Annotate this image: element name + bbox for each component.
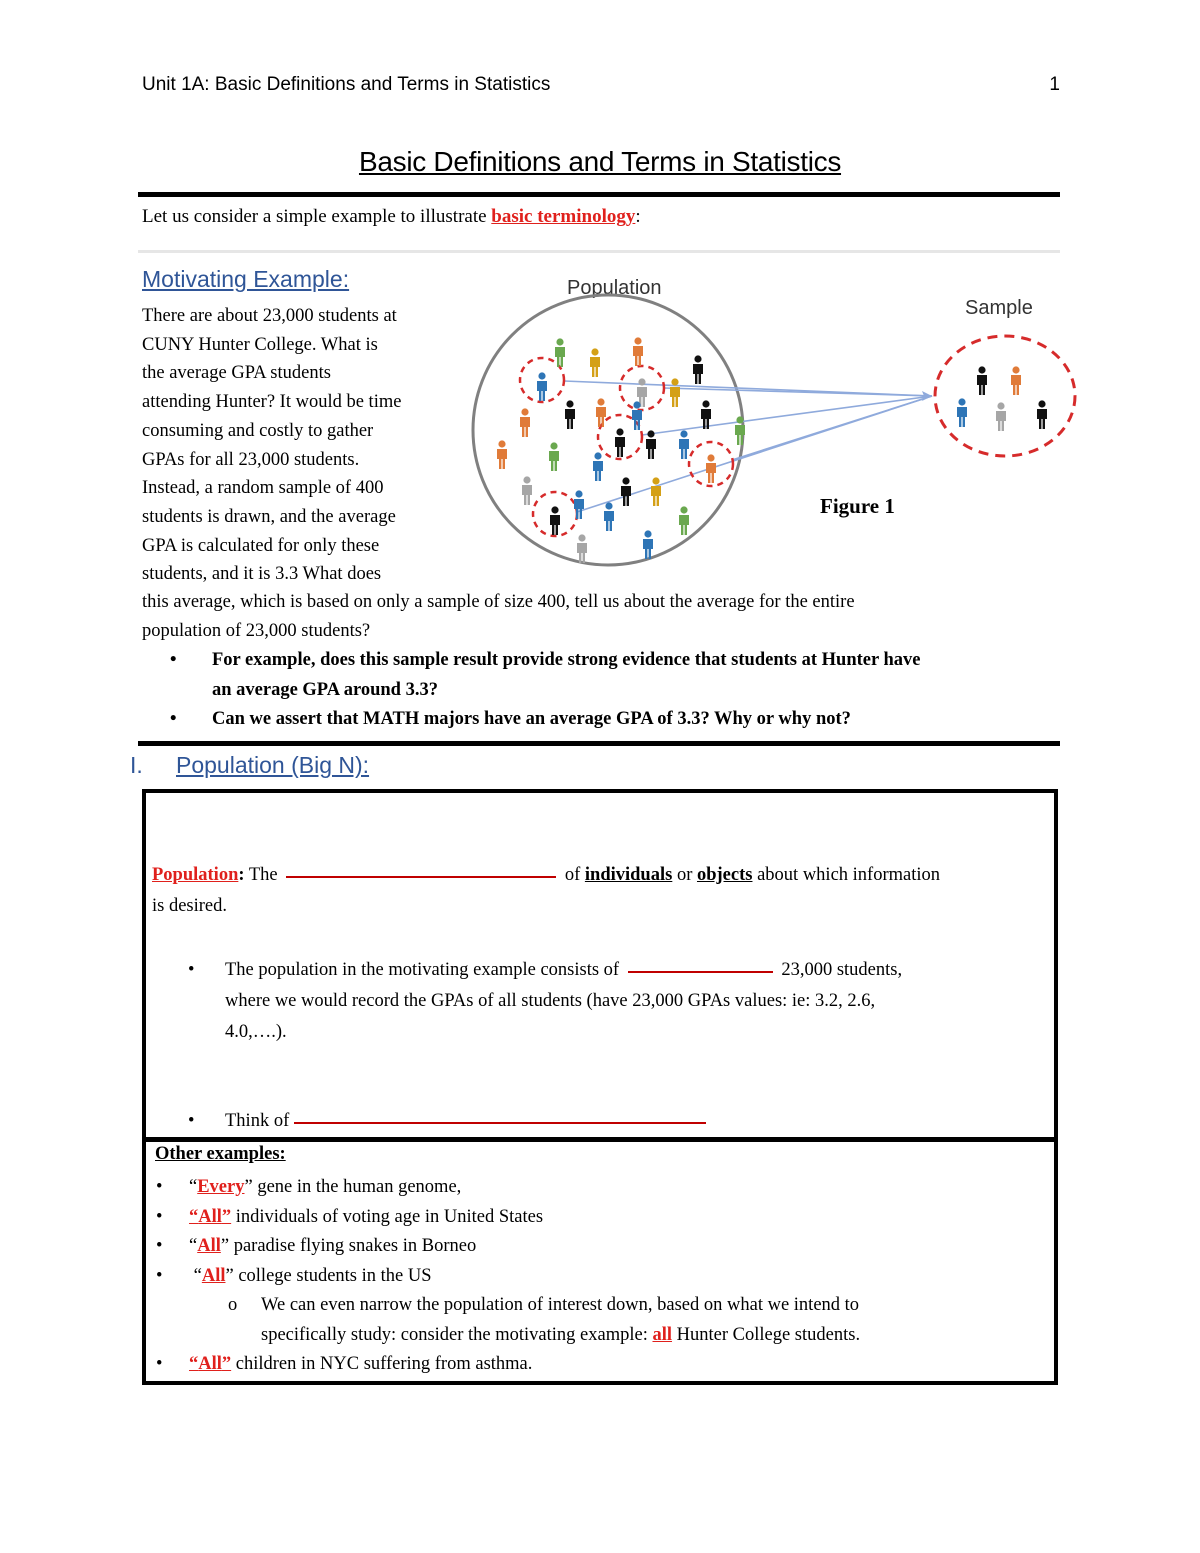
example-text: individuals of voting age in United States (231, 1206, 544, 1227)
motivating-paragraph (142, 302, 452, 589)
population-label: Population (567, 277, 662, 299)
section-heading (130, 752, 369, 779)
subitem-text: specifically study: consider the motivating example: (261, 1324, 653, 1345)
person-icon (593, 452, 603, 481)
person-icon (957, 398, 967, 427)
definition-text: of (560, 865, 585, 885)
motivating-heading: Motivating Example: (142, 266, 350, 292)
blank-line[interactable] (628, 970, 773, 973)
continuation-line: population of 23,000 students? (142, 620, 371, 641)
blank-line[interactable] (294, 1121, 706, 1124)
example-key: All (201, 1265, 226, 1286)
example-item (156, 1262, 1036, 1292)
definition-keyword: objects (696, 865, 753, 885)
quote: ” (220, 1236, 230, 1256)
person-icon (549, 442, 559, 471)
quote: “ (189, 1265, 202, 1286)
example-text: paradise flying snakes in Borneo (229, 1236, 477, 1256)
quote: ” (244, 1177, 253, 1197)
bullet-item (188, 955, 1028, 1048)
person-icon (701, 400, 711, 429)
motivating-line: the average GPA students (142, 363, 331, 384)
example-key: Every (197, 1177, 245, 1197)
subitem-text: Hunter College students. (672, 1324, 861, 1345)
motivating-line: Instead, a random sample of 400 (142, 478, 384, 499)
bullet-item (188, 1106, 1028, 1137)
question-text: For example, does this sample result provide strong evidence that students at Hunter have (212, 650, 921, 670)
person-icon (621, 477, 631, 506)
person-icon (565, 400, 575, 429)
question-text: an average GPA around 3.3? (212, 679, 438, 700)
example-key: all (652, 1324, 673, 1345)
definition-keyword: individuals (584, 865, 673, 885)
question-list (170, 646, 1060, 735)
figure-caption: Figure 1 (820, 494, 895, 518)
sample-circle (935, 336, 1075, 456)
quote: ” (221, 1354, 232, 1374)
running-title: Unit 1A: Basic Definitions and Terms in Statistics (142, 74, 551, 95)
running-header (142, 74, 1060, 96)
person-icon (1011, 366, 1021, 395)
intro-highlight: basic terminology (491, 206, 636, 227)
quote: ” (225, 1265, 234, 1286)
bullet-text: 4.0,….). (225, 1022, 287, 1042)
person-icon (596, 398, 606, 427)
definition-bullets (188, 955, 1028, 1048)
motivating-line: attending Hunter? It would be time (142, 392, 402, 413)
sampling-arrow (642, 396, 932, 435)
question-text: Can we assert that MATH majors have an average GPA of 3.3? Why or why not? (212, 709, 851, 729)
question-item (170, 646, 1060, 705)
person-icon (996, 402, 1006, 431)
page-number: 1 (1049, 74, 1060, 95)
definition-text: about which information (752, 865, 940, 885)
sample-label: Sample (965, 297, 1033, 319)
quote: “ (189, 1177, 198, 1197)
example-item (156, 1350, 1036, 1380)
motivating-line: students, and it is 3.3 What does (142, 564, 382, 585)
example-subitem (156, 1291, 1036, 1350)
person-icon (646, 430, 656, 459)
examples-list (156, 1173, 1036, 1380)
bullet-text: 23,000 students, (776, 960, 903, 980)
other-examples-title: Other examples: (155, 1144, 286, 1164)
person-icon (555, 338, 565, 367)
person-icon (651, 477, 661, 506)
sampling-arrow (664, 388, 932, 396)
person-icon (604, 502, 614, 531)
definition-text: The (244, 865, 283, 885)
population-definition (152, 860, 1042, 922)
definition-text: is desired. (152, 896, 228, 916)
intro-suffix: : (635, 206, 641, 227)
quote: ” (221, 1206, 232, 1227)
bullet-text: where we would record the GPAs of all students (have 23,000 GPAs values: ie: 3.2, 2.6, (225, 991, 876, 1011)
motivating-line: GPA is calculated for only these (142, 535, 380, 556)
bullet-text: Think of (225, 1111, 294, 1131)
section-title: Population (Big N): (176, 752, 370, 778)
section-number: I. (130, 752, 143, 778)
quote: “ (189, 1236, 198, 1256)
think-of-bullet (188, 1106, 1028, 1137)
definition-text: or (672, 865, 697, 885)
example-text: children in NYC suffering from asthma. (231, 1354, 533, 1374)
person-icon (693, 355, 703, 384)
intro-prefix: Let us consider a simple example to illustrate (142, 206, 492, 227)
example-key: All (198, 1206, 222, 1227)
bullet-text: The population in the motivating example consists of (225, 960, 624, 980)
motivating-line: consuming and costly to gather (142, 420, 374, 441)
person-icon (643, 530, 653, 559)
quote: “ (189, 1206, 199, 1227)
motivating-line: students is drawn, and the average (142, 506, 396, 527)
people-group (497, 337, 1047, 563)
subitem-text: We can even narrow the population of interest down, based on what we intend to (261, 1295, 860, 1315)
example-text: gene in the human genome, (252, 1177, 462, 1197)
person-icon (590, 348, 600, 377)
blank-line[interactable] (286, 875, 556, 878)
person-icon (550, 506, 560, 535)
person-icon (574, 490, 584, 519)
person-icon (977, 366, 987, 395)
person-icon (632, 401, 642, 430)
person-icon (679, 430, 689, 459)
example-key: All (197, 1236, 221, 1256)
person-icon (522, 476, 532, 505)
definition-term: Population (152, 865, 239, 885)
selection-circle (533, 492, 577, 536)
example-item (156, 1173, 1036, 1203)
person-icon (577, 534, 587, 563)
person-icon (537, 372, 547, 401)
question-item (170, 705, 1060, 735)
person-icon (1037, 400, 1047, 429)
example-item (156, 1232, 1036, 1262)
continuation-line: this average, which is based on only a sample of size 400, tell us about the average for the entire (142, 592, 855, 612)
definition-colon: : (238, 865, 245, 885)
person-icon (615, 428, 625, 457)
intro-line (142, 206, 641, 228)
population-sample-figure (462, 270, 1082, 580)
page-title: Basic Definitions and Terms in Statistics (358, 146, 842, 177)
motivating-line: There are about 23,000 students at (142, 306, 397, 326)
person-icon (520, 408, 530, 437)
person-icon (633, 337, 643, 366)
title-rule (138, 192, 1060, 197)
person-icon (706, 454, 716, 483)
motivating-line: CUNY Hunter College. What is (142, 334, 378, 355)
motivating-continuation (142, 588, 1042, 645)
example-text: college students in the US (233, 1265, 432, 1286)
intro-rule (138, 250, 1060, 253)
person-icon (679, 506, 689, 535)
person-icon (497, 440, 507, 469)
quote: “ (189, 1354, 199, 1374)
example-key: All (198, 1354, 222, 1374)
example-item (156, 1203, 1036, 1233)
section-rule (138, 741, 1060, 746)
person-icon (670, 378, 680, 407)
motivating-line: GPAs for all 23,000 students. (142, 449, 360, 470)
